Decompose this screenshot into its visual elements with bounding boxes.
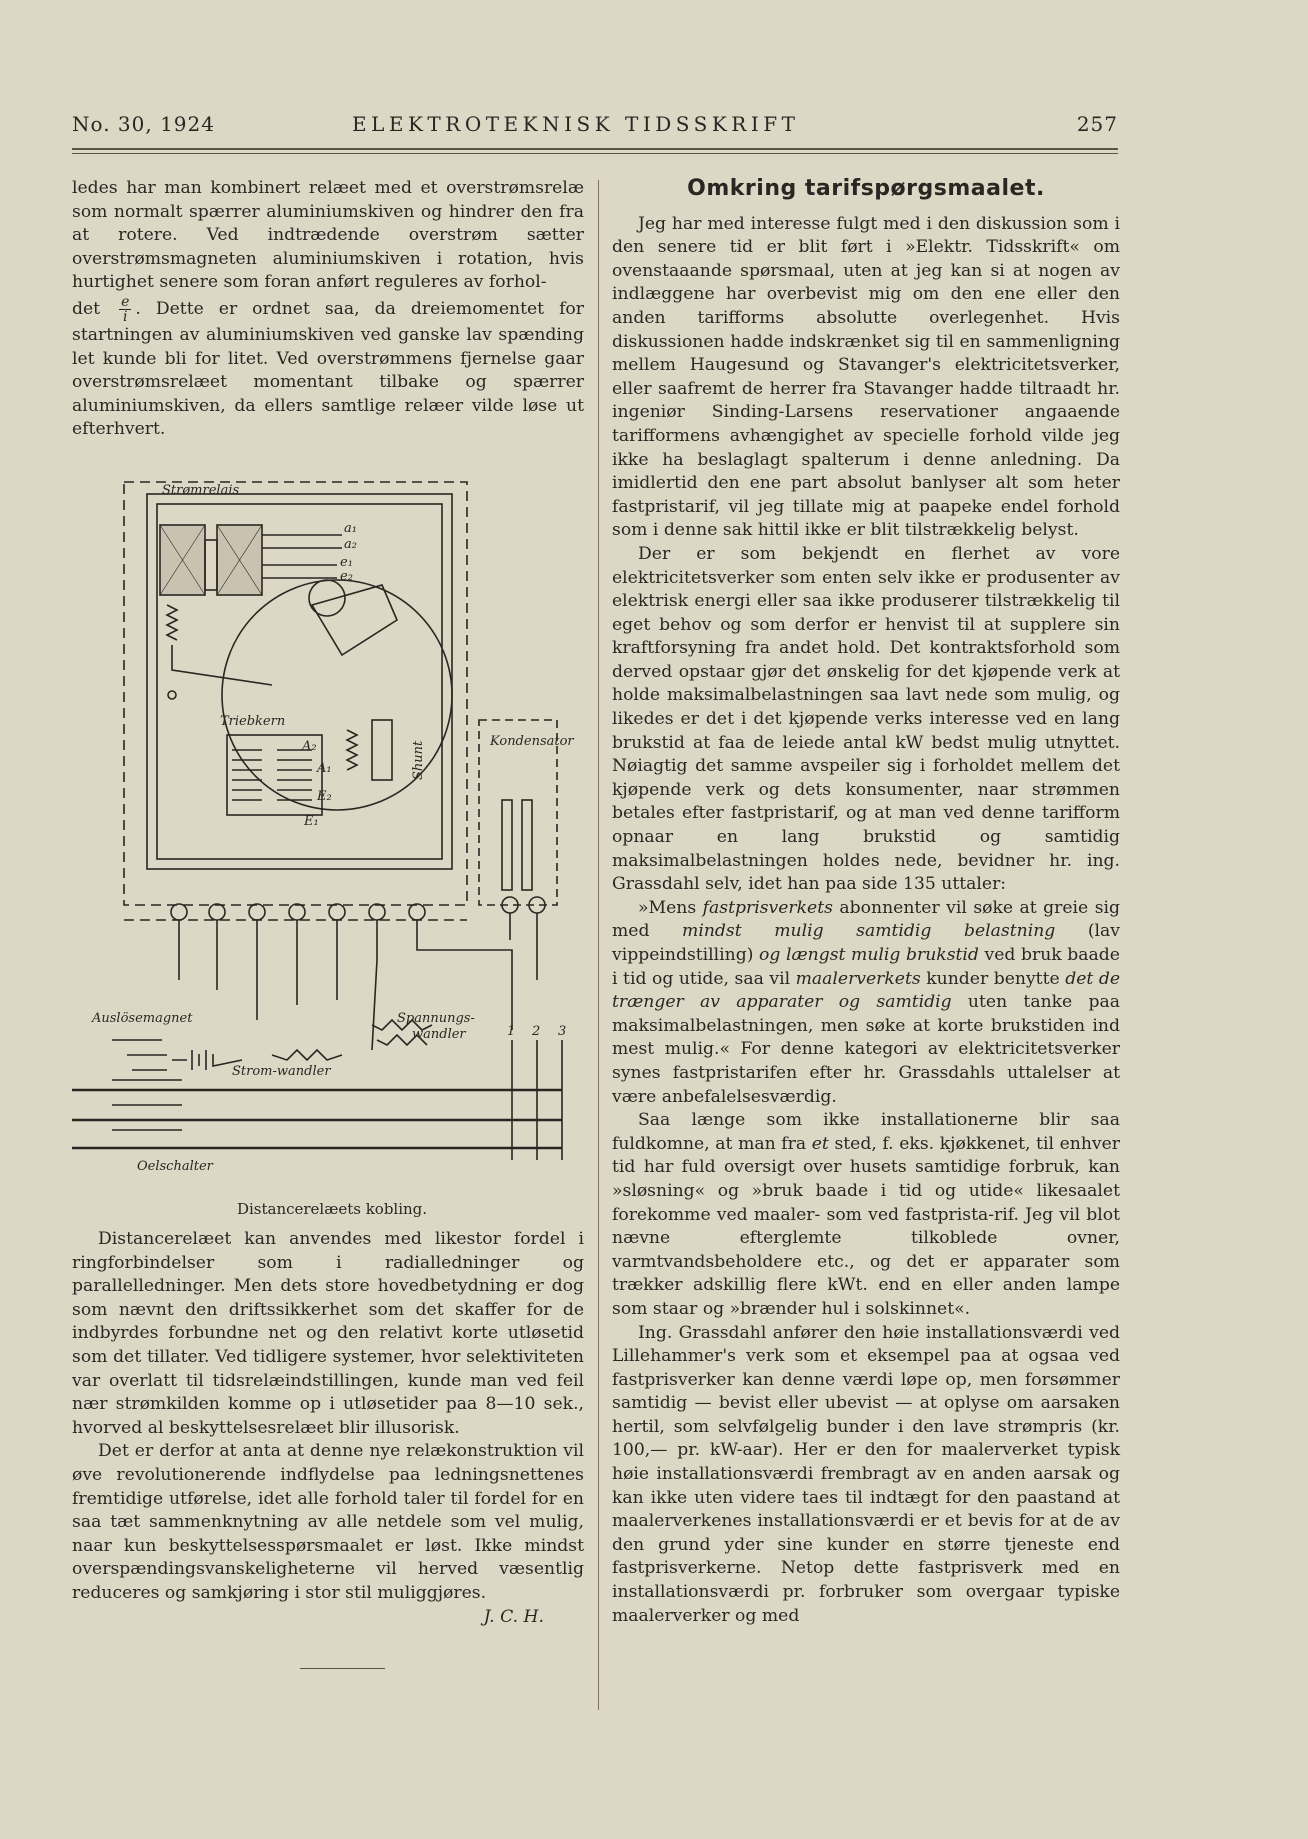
paragraph-text: . Dette er ordnet saa, da dreiemomentet for startningen av aluminiumskiven ved ganske lav spænding let kunde bli for litet. Ved overstrømmens fjernelse gaar overstrømsrelæet momentant tilbake og spærrer aluminiumskiven, da ellers samtlige relæer vilde løse ut efterhvert. bbox=[72, 298, 584, 440]
terminal-1 bbox=[171, 904, 187, 920]
label-e2: e₂ bbox=[340, 569, 353, 584]
trip-magnet bbox=[112, 1040, 167, 1070]
relay-core bbox=[205, 540, 217, 590]
three-phase-lines bbox=[72, 1090, 562, 1148]
left-column-bottom bbox=[72, 1228, 584, 1629]
coil-winding-1 bbox=[232, 750, 262, 800]
label-kondensator: Kondensator bbox=[490, 734, 574, 749]
label-phase-2: 2 bbox=[532, 1024, 541, 1039]
paragraph-emphasis: et bbox=[811, 1133, 829, 1154]
right-paragraph-1: Jeg har med interesse fulgt med i den diskussion som i den senere tid er blit ført i »Elektr. Tidsskrift« om ovenstaaande spørsmaal, uten at jeg kan si at nogen av indlæggene har overbevist mig om den ene eller den anden tarifforms absolutte overlegenhet. Hvis diskussionen hadde indskrænket sig til en sammenligning mellem Haugesund og Stavanger's elektricitetsverker, eller saafremt de herrer fra Stavanger hadde tiltraadt hr. ingeniør Sinding-Larsens reservationer angaaende tarifformens avhængighet av specielle forhold vilde jeg ikke ha beslaglagt spalterum i denne anledning. Da imidlertid den ene part absolut banlyser alt som heter fastpristarif, vil jeg tillate mig at paapeke endel forhold som i denne sak hittil ikke er blit tilstrækkelig belyst. bbox=[612, 213, 1120, 541]
lever-arm bbox=[172, 645, 272, 685]
terminal-3 bbox=[249, 904, 265, 920]
column-separator bbox=[598, 180, 599, 1710]
terminal-7 bbox=[409, 904, 425, 920]
spring-left bbox=[167, 605, 177, 640]
phase-drops bbox=[512, 1040, 562, 1160]
label-oelschalter: Oelschalter bbox=[137, 1159, 213, 1174]
left-paragraph-2: Distancerelæet kan anvendes med likestor fordel i ringforbindelser som i radialledninger og parallelledninger. Men dets store hovedbetydning er dog som nævnt den driftssikkerhet som det skaffer for de indbyrdes forbundne net og den relativt korte utløsetid som det tillater. Ved tidligere systemer, hvor selektiviteten var overlatt til tidsrelæindstillingen, kunde man ved feil nær strømkilden komme op i utløsetider paa 8—10 sek., hvorved al beskyttelsesrelæet blir illusorisk. bbox=[72, 1229, 584, 1438]
label-a1: a₁ bbox=[344, 521, 357, 536]
signature: J. C. H. bbox=[483, 1606, 544, 1627]
terminal-small bbox=[168, 691, 176, 699]
right-paragraph-5: Ing. Grassdahl anfører den høie installationsværdi ved Lillehammer's verk som et eksempel paa at ogsaa ved fastprisverker kan denne værdi løpe op, men forsømmer samtidig — bevist eller ubevist — at oplyse om aarsaken hertil, som selvfølgelig bunder i den lave strømpris (kr. 100,— pr. kW-aar). Her er den for maalerverket typisk høie installationsværdi frembragt av en anden aarsak og kan ikke uten videre taes til indtægt for den paastand at maalerverkenes installationsværdi er et bevis for at de av den grund yder sine kunder en større tjeneste end fastprisverkerne. Netop dette fastprisverk med en installationsværdi pr. forbruker som overgaar typiske maalerverker og med bbox=[612, 1322, 1120, 1626]
label-a2: a₂ bbox=[344, 537, 357, 552]
label-auslosemagnet: Auslösemagnet bbox=[92, 1011, 193, 1026]
end-rule bbox=[300, 1668, 385, 1669]
label-A1: A₁ bbox=[317, 761, 332, 776]
paragraph-text: det bbox=[72, 298, 101, 319]
terminal-6 bbox=[369, 904, 385, 920]
label-stromwandler: Strom-wandler bbox=[232, 1064, 331, 1079]
fraction-numerator: e bbox=[121, 293, 130, 310]
right-paragraph-quote bbox=[612, 897, 1120, 1109]
label-stromrelais: Strømrelais bbox=[162, 483, 240, 498]
label-spannungswandler-2: wandler bbox=[412, 1027, 466, 1042]
quote-emphasis: mindst mulig samtidig belastning bbox=[682, 921, 1056, 942]
quote-emphasis: det de trænger av apparater og samtidig bbox=[612, 968, 1120, 1013]
label-E2: E₂ bbox=[317, 789, 332, 804]
journal-title: ELEKTROTEKNISK TIDSSKRIFT bbox=[352, 112, 800, 136]
terminal-5 bbox=[329, 904, 345, 920]
wiring bbox=[179, 913, 537, 1050]
quote-text: (lav vippeindstilling) bbox=[612, 921, 1121, 965]
paragraph-text: sted, f. eks. kjøkkenet, til enhver tid har fuld oversigt over husets samtidige forbruk, kan »sløsning« og »bruk baade i tid og utide« likesaalet forekomme ved maaler- som ved fastprista-rif. Jeg vil blot nævne efterglemte tilkoblede ovner, varmtvandsbeholdere etc., og det er apparater som trækker adskillig flere kWt. end en eller anden lampe som staar og »brænder hul i solskinnet«. bbox=[612, 1133, 1120, 1319]
article-heading: Omkring tarifspørgsmaalet. bbox=[687, 176, 1045, 201]
right-column bbox=[612, 177, 1120, 1628]
label-phase-3: 3 bbox=[558, 1024, 567, 1039]
right-paragraph-4 bbox=[612, 1109, 1120, 1321]
circuit-diagram bbox=[72, 480, 592, 1220]
left-paragraph-1 bbox=[72, 177, 584, 442]
fraction-denominator: i bbox=[123, 308, 128, 325]
quote-text: »Mens bbox=[638, 897, 703, 918]
issue-number: No. 30, 1924 bbox=[72, 112, 215, 136]
label-E1: E₁ bbox=[304, 814, 319, 829]
header-rule bbox=[72, 148, 1118, 154]
current-transformer bbox=[272, 1050, 342, 1060]
paragraph-text: Saa længe som ikke installationerne blir saa fuldkomne, at man fra bbox=[612, 1110, 1120, 1154]
quote-text: uten tanke paa maksimalbelastningen, men søke at korte brukstiden ind mest mulig.« For denne kategori av elektricitetsverker synes fastpristarifen efter hr. Grassdahls uttalelser at være anbefalelsesværdig. bbox=[612, 992, 1120, 1107]
label-phase-1: 1 bbox=[507, 1024, 516, 1039]
shunt bbox=[372, 720, 392, 780]
oil-switch bbox=[112, 1080, 182, 1130]
label-spannungswandler-1: Spannungs- bbox=[397, 1011, 475, 1026]
label-shunt: Shunt bbox=[411, 740, 426, 780]
right-paragraph-2: Der er som bekjendt en flerhet av vore elektricitetsverker som enten selv ikke er produsenter av elektrisk energi eller saa ikke produserer tilstrækkelig til eget behov og som derfor er henvist til at supplere sin kraftforsyning fra andet hold. Det kontraktsforhold som derved opstaar gjør det ønskelig for det kjøpende verk at holde maksimalbelastningen saa lavt nede som mulig, og likedes er det i det kjøpende verks interesse ved en lang brukstid at faa de leiede antal kW bedst mulig utnyttet. Nøiagtig det samme avspeiler sig i forholdet mellem det kjøpende verk og dets konsumenter, naar strømmen betales efter fastpristarif, og at man ved denne tarifform opnaar en lang brukstid og samtidig maksimalbelastningen holdes nede, bevidner hr. ing. Grassdahl selv, idet han paa side 135 uttaler: bbox=[612, 543, 1120, 895]
circuit-diagram-svg bbox=[72, 480, 592, 1200]
resistor bbox=[347, 730, 357, 770]
quote-emphasis: og længst mulig brukstid bbox=[759, 945, 979, 965]
terminal-4 bbox=[289, 904, 305, 920]
fraction-e-over-i bbox=[119, 295, 131, 324]
paragraph-text: ledes har man kombinert relæet med et overstrømsrelæ som normalt spærrer aluminiumskiven og hindrer den fra at rotere. Ved indtrædende overstrøm sætter overstrømsmagneten aluminiumskiven i rotation, hvis hurtighet senere som foran anført reguleres av forhol- bbox=[72, 178, 584, 293]
label-triebkern: Triebkern bbox=[220, 714, 286, 729]
figure-caption: Distancerelæets kobling. bbox=[236, 1200, 428, 1218]
contact-lines bbox=[262, 535, 342, 578]
quote-emphasis: fastprisverkets bbox=[702, 897, 833, 918]
quote-text: abonnenter vil søke at greie sig med bbox=[612, 897, 1121, 942]
label-e1: e₁ bbox=[340, 555, 353, 570]
quote-text: ved bruk baade i tid og utide, saa vil bbox=[612, 945, 1120, 989]
condenser-plate-2 bbox=[522, 800, 532, 890]
label-A2: A₂ bbox=[302, 739, 317, 754]
terminal-2 bbox=[209, 904, 225, 920]
contact-lever bbox=[312, 585, 397, 655]
condenser-plate-1 bbox=[502, 800, 512, 890]
coil-winding-2 bbox=[277, 750, 312, 800]
left-column-top bbox=[72, 177, 584, 442]
disc-spindle bbox=[309, 580, 345, 616]
left-paragraph-3: Det er derfor at anta at denne nye relækonstruktion vil øve revolutionerende indflydelse paa ledningsnettenes fremtidige utførelse, idet alle forhold taler til fordel for en saa tæt sammenknytning av alle netdele som vel mulig, naar kun beskyttelsesspørsmaalet er løst. Ikke mindst overspændingsvanskeligheterne vil herved væsentlig reduceres og samkjøring i stor stil muliggjøres. bbox=[72, 1441, 584, 1603]
page-number: 257 bbox=[1076, 112, 1118, 136]
quote-text: kunder benytte bbox=[920, 968, 1066, 989]
quote-emphasis: maalerverkets bbox=[795, 968, 921, 989]
